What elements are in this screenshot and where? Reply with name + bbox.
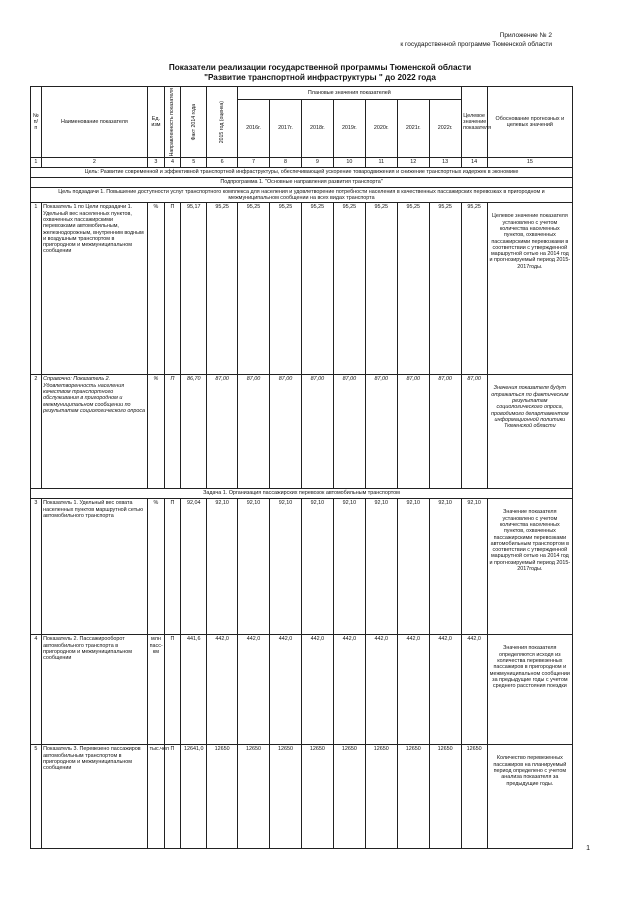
header-est-2015 [207, 87, 238, 158]
row-value-2021г.: 95,25 [397, 203, 429, 375]
row-direction: П [164, 745, 181, 849]
header-justification: Обоснование прогнозных и целевых значений [487, 87, 572, 158]
row-direction: П [164, 375, 181, 489]
row-target: 95,25 [461, 203, 487, 375]
row-target: 92,10 [461, 499, 487, 635]
column-number-3: 3 [148, 158, 165, 168]
row-value-2022г.: 442,0 [429, 635, 461, 745]
row-name: Показатель 3. Перевезено пассажиров автомобильным транспортом в пригородном и межмуниципальном сообщении [41, 745, 148, 849]
column-number-9: 9 [301, 158, 333, 168]
row-est-2015: 442,0 [207, 635, 238, 745]
subgoal-row [31, 187, 573, 203]
row-target: 87,00 [461, 375, 487, 489]
column-numbers-row [31, 158, 573, 168]
row-value-2020г.: 12650 [365, 745, 397, 849]
header-direction-text: Направленность показателя [169, 88, 176, 157]
column-number-12: 12 [397, 158, 429, 168]
row-unit: млн пасс-км [148, 635, 165, 745]
row-direction: П [164, 635, 181, 745]
table-row [31, 499, 573, 635]
table-row [31, 635, 573, 745]
row-value-2022г.: 87,00 [429, 375, 461, 489]
column-number-6: 6 [207, 158, 238, 168]
row-value-2019г.: 87,00 [333, 375, 365, 489]
row-value-2019г.: 92,10 [333, 499, 365, 635]
row-value-2018г.: 87,00 [301, 375, 333, 489]
row-value-2022г.: 95,25 [429, 203, 461, 375]
row-value-2018г.: 12650 [301, 745, 333, 849]
header-row-1 [31, 87, 573, 100]
goal-text: Цель: Развитие современной и эффективной транспортной инфраструктуры, обеспечивающей ускорение товародвижения и снижение транспортных издержек в экономике [31, 168, 573, 177]
subprogram-row [31, 177, 573, 187]
title-line-1: Показатели реализации государственной программы Тюменской области [168, 63, 472, 72]
row-value-2022г.: 92,10 [429, 499, 461, 635]
row-value-2020г.: 87,00 [365, 375, 397, 489]
row-fact-2014: 12641,0 [181, 745, 207, 849]
column-number-7: 7 [238, 158, 270, 168]
row-fact-2014: 92,04 [181, 499, 207, 635]
row-justification: Количество перевезенных пассажиров на планируемый период определено с учетом анализа показателя за предыдущие годы. [487, 745, 572, 849]
row-num: 4 [31, 635, 42, 745]
row-value-2019г.: 12650 [333, 745, 365, 849]
header-year-2019: 2019г. [333, 99, 365, 158]
row-unit: тыс.чел [148, 745, 165, 849]
row-value-2018г.: 95,25 [301, 203, 333, 375]
row-value-2016г.: 95,25 [238, 203, 270, 375]
header-num: № п/п [31, 87, 42, 158]
task-text: Задача 1. Организация пассажирских перевозок автомобильным транспортом [31, 489, 573, 499]
row-value-2019г.: 442,0 [333, 635, 365, 745]
task-row [31, 489, 573, 499]
row-direction: П [164, 499, 181, 635]
row-num: 3 [31, 499, 42, 635]
column-number-15: 15 [487, 158, 572, 168]
row-est-2015: 87,00 [207, 375, 238, 489]
row-justification: Целевое значение показателя установлено с учетом количества населенных пунктов, охваченных пассажирскими перевозками в соответствии с утвержденной маршрутной сетью на 2014 год и прогнозируемый период 2015-2017годы. [487, 203, 572, 375]
row-value-2021г.: 87,00 [397, 375, 429, 489]
row-unit: % [148, 499, 165, 635]
appendix-line-1: Приложение № 2 [499, 32, 552, 39]
header-year-2022: 2022г. [429, 99, 461, 158]
row-value-2021г.: 442,0 [397, 635, 429, 745]
header-year-2021: 2021г. [397, 99, 429, 158]
row-num: 5 [31, 745, 42, 849]
row-justification: Значения показателя будут отражаться по фактическим результатам социологического опроса, проводимого департаментом информационной политики Тюменской области [487, 375, 572, 489]
table-row [31, 375, 573, 489]
title-line-2: "Развитие транспортной инфраструктуры " до 2022 года [204, 73, 436, 82]
row-target: 442,0 [461, 635, 487, 745]
row-fact-2014: 95,17 [181, 203, 207, 375]
row-target: 12650 [461, 745, 487, 849]
header-fact-2014 [181, 87, 207, 158]
header-fact-2014-text: Факт 2014 года [190, 104, 197, 141]
row-justification: Значения показателя определяются исходя из количества перевезенных пассажиров в пригородном и межмуниципальном сообщении за предыдущие годы с учетом среднего расстояния поездки [487, 635, 572, 745]
column-number-11: 11 [365, 158, 397, 168]
row-unit: % [148, 375, 165, 489]
row-value-2018г.: 442,0 [301, 635, 333, 745]
row-value-2016г.: 12650 [238, 745, 270, 849]
row-value-2020г.: 95,25 [365, 203, 397, 375]
header-unit: Ед. изм [148, 87, 165, 158]
row-value-2017г.: 442,0 [270, 635, 302, 745]
column-number-14: 14 [461, 158, 487, 168]
row-name: Показатель 2. Пассажирооборот автомобильного транспорта в пригородном и межмуниципальном сообщении [41, 635, 148, 745]
header-direction [164, 87, 181, 158]
row-est-2015: 12650 [207, 745, 238, 849]
row-est-2015: 92,10 [207, 499, 238, 635]
row-unit: % [148, 203, 165, 375]
column-number-8: 8 [270, 158, 302, 168]
header-target: Целевое значение показателя [461, 87, 487, 158]
appendix-line-2: к государственной программе Тюменской области [400, 41, 552, 48]
row-num: 1 [31, 203, 42, 375]
page-number: 1 [586, 845, 590, 852]
row-value-2022г.: 12650 [429, 745, 461, 849]
header-planned: Плановые значения показателей [238, 87, 462, 100]
table-row [31, 745, 573, 849]
indicators-table [30, 86, 573, 849]
column-number-10: 10 [333, 158, 365, 168]
header-year-2020: 2020г. [365, 99, 397, 158]
row-value-2018г.: 92,10 [301, 499, 333, 635]
row-justification: Значение показателя установлено с учетом количества населенных пунктов, охваченных пассажирскими перевозками автомобильным транспортом в соответствии с утвержденной маршрутной сетью на 2014 год и прогнозируемый период 2015-2017годы. [487, 499, 572, 635]
appendix-note [400, 31, 552, 49]
row-fact-2014: 86,70 [181, 375, 207, 489]
row-value-2020г.: 442,0 [365, 635, 397, 745]
row-value-2016г.: 442,0 [238, 635, 270, 745]
row-num: 2 [31, 375, 42, 489]
row-value-2017г.: 92,10 [270, 499, 302, 635]
header-name: Наименование показателя [41, 87, 148, 158]
row-value-2017г.: 87,00 [270, 375, 302, 489]
subprogram-text: Подпрограмма 1. "Основные направления развития транспорта" [31, 177, 573, 187]
row-name: Справочно: Показатель 2. Удовлетворенность населения качеством транспортного обслуживания в пригородном и межмуниципальном сообщении по результатам социологического опроса [41, 375, 148, 489]
row-value-2021г.: 12650 [397, 745, 429, 849]
row-name: Показатель 1 по Цели подзадачи 1. Удельный вес населенных пунктов, охваченных пассажирскими перевозками автомобильным, железнодорожным, внутренним водным и воздушным транспортом в пригородном и межмуниципальном сообщении [41, 203, 148, 375]
row-value-2017г.: 12650 [270, 745, 302, 849]
header-year-2017: 2017г. [270, 99, 302, 158]
column-number-2: 2 [41, 158, 148, 168]
row-fact-2014: 441,6 [181, 635, 207, 745]
row-value-2016г.: 87,00 [238, 375, 270, 489]
row-value-2019г.: 95,25 [333, 203, 365, 375]
goal-row [31, 168, 573, 177]
row-value-2021г.: 92,10 [397, 499, 429, 635]
subgoal-text: Цель подзадачи 1. Повышение доступности услуг транспортного комплекса для населения и удовлетворение потребности населения в качественных пассажирских перевозках в пригородном и межмуниципальном сообщении на всех видах транспорта [31, 187, 573, 203]
column-number-13: 13 [429, 158, 461, 168]
row-direction: П [164, 203, 181, 375]
row-value-2017г.: 95,25 [270, 203, 302, 375]
column-number-4: 4 [164, 158, 181, 168]
row-est-2015: 95,25 [207, 203, 238, 375]
header-est-2015-text: 2015 год (оценка) [219, 101, 226, 144]
header-year-2016: 2016г. [238, 99, 270, 158]
column-number-1: 1 [31, 158, 42, 168]
row-name: Показатель 1. Удельный вес охвата населенных пунктов маршрутной сетью автомобильного транспорта [41, 499, 148, 635]
column-number-5: 5 [181, 158, 207, 168]
row-value-2016г.: 92,10 [238, 499, 270, 635]
row-value-2020г.: 92,10 [365, 499, 397, 635]
header-year-2018: 2018г. [301, 99, 333, 158]
document-title [0, 63, 640, 83]
table-row [31, 203, 573, 375]
